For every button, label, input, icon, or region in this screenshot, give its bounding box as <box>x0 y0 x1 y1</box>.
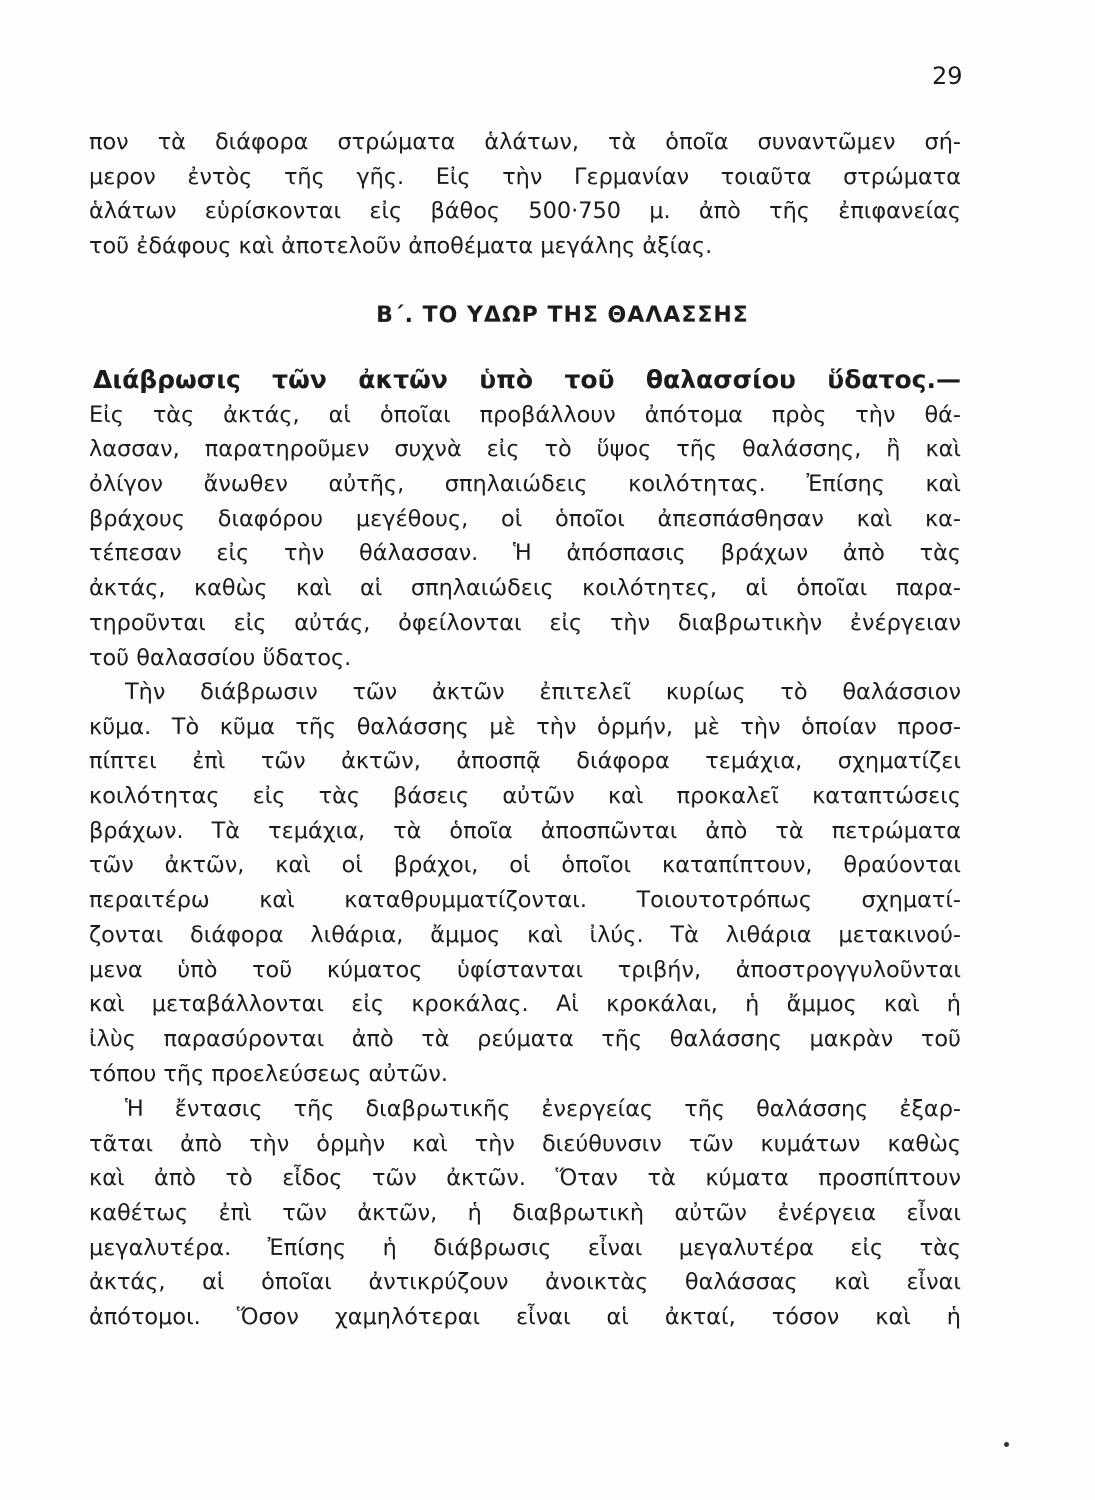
text-line: ὀλίγον ἄνωθεν αὐτῆς, σπηλαιώδεις κοιλότητας. Ἐπίσης καὶ <box>89 471 961 498</box>
text-line: περαιτέρω καὶ καταθρυμματίζονται. Τοιουτοτρόπως σχηματί- <box>89 887 961 914</box>
text-line: καὶ μεταβάλλονται εἰς κροκάλας. Αἱ κροκάλαι, ἡ ἄμμος καὶ ἡ <box>89 991 961 1018</box>
text-line: καθέτως ἐπὶ τῶν ἀκτῶν, ἡ διαβρωτικὴ αὐτῶν ἐνέργεια εἶναι <box>89 1200 961 1227</box>
paragraph-heading: Διάβρωσις τῶν ἀκτῶν ὑπὸ τοῦ θαλασσίου ὕδατος.— <box>93 365 961 394</box>
stray-dot <box>1004 1442 1009 1447</box>
paragraph-heading-line <box>89 363 961 398</box>
text-line: ἀπότομοι. Ὅσον χαμηλότεραι εἶναι αἱ ἀκταί, τόσον καὶ ἡ <box>89 1304 961 1331</box>
text-line: ἰλὺς παρασύρονται ἀπὸ τὰ ρεύματα τῆς θαλάσσης μακρὰν τοῦ <box>89 1025 961 1052</box>
text-line: τᾶται ἀπὸ τὴν ὁρμὴν καὶ τὴν διεύθυνσιν τῶν κυμάτων καθὼς <box>89 1130 961 1157</box>
text-line: λασσαν, παρατηροῦμεν συχνὰ εἰς τὸ ὕψος τῆς θαλάσσης, ἢ καὶ <box>89 436 961 463</box>
text-line: πίπτει ἐπὶ τῶν ἀκτῶν, ἀποσπᾷ διάφορα τεμάχια, σχηματίζει <box>89 748 961 775</box>
text-line: τοῦ ἐδάφους καὶ ἀποτελοῦν ἀποθέματα μεγάλης ἀξίας. <box>89 233 713 260</box>
text-line: πον τὰ διάφορα στρώματα ἁλάτων, τὰ ὁποῖα συναντῶμεν σή- <box>89 129 961 155</box>
text-line: Ἡ ἔντασις τῆς διαβρωτικῆς ἐνεργείας τῆς θαλάσσης ἐξαρ- <box>125 1096 961 1122</box>
paragraph-intensity <box>89 1092 961 1335</box>
text-line: βράχους διαφόρου μεγέθους, οἱ ὁποῖοι ἀπεσπάσθησαν καὶ κα- <box>89 505 961 532</box>
text-line: τόπου τῆς προελεύσεως αὐτῶν. <box>89 1060 449 1087</box>
text-line: καὶ ἀπὸ τὸ εἶδος τῶν ἀκτῶν. Ὅταν τὰ κύματα προσπίπτουν <box>89 1165 961 1192</box>
text-line: βράχων. Τὰ τεμάχια, τὰ ὁποῖα ἀποσπῶνται ἀπὸ τὰ πετρώματα <box>89 817 961 844</box>
text-line: ζονται διάφορα λιθάρια, ἄμμος καὶ ἰλύς. Τὰ λιθάρια μετακινού- <box>89 921 961 948</box>
text-line: τέπεσαν εἰς τὴν θάλασσαν. Ἡ ἀπόσπασις βράχων ἀπὸ τὰς <box>89 540 961 567</box>
text-line: τηροῦνται εἰς αὐτάς, ὀφείλονται εἰς τὴν διαβρωτικὴν ἐνέργειαν <box>89 609 961 636</box>
text-line: ἀκτάς, καθὼς καὶ αἱ σπηλαιώδεις κοιλότητες, αἱ ὁποῖαι παρα- <box>89 575 961 602</box>
section-heading: Β΄. ΤΟ ΥΔΩΡ ΤΗΣ ΘΑΛΑΣΣΗΣ <box>376 303 749 328</box>
intro-paragraph <box>89 125 961 264</box>
text-line: μεγαλυτέρα. Ἐπίσης ἡ διάβρωσις εἶναι μεγαλυτέρα εἰς τὰς <box>89 1234 961 1261</box>
text-line: Εἰς τὰς ἀκτάς, αἱ ὁποῖαι προβάλλουν ἀπότομα πρὸς τὴν θά- <box>89 401 961 428</box>
text-line: τοῦ θαλασσίου ὕδατος. <box>89 644 352 671</box>
text-line: μενα ὑπὸ τοῦ κύματος ὑφίστανται τριβήν, ἀποστρογγυλοῦνται <box>89 956 961 983</box>
text-line: κοιλότητας εἰς τὰς βάσεις αὐτῶν καὶ προκαλεῖ καταπτώσεις <box>89 783 961 810</box>
paragraph-erosion <box>89 363 961 675</box>
text-line: Τὴν διάβρωσιν τῶν ἀκτῶν ἐπιτελεῖ κυρίως τὸ θαλάσσιον <box>125 679 961 705</box>
text-line: ἀκτάς, αἱ ὁποῖαι ἀντικρύζουν ἀνοικτὰς θαλάσσας καὶ εἶναι <box>89 1269 961 1296</box>
text-line: τῶν ἀκτῶν, καὶ οἱ βράχοι, οἱ ὁποῖοι καταπίπτουν, θραύονται <box>89 852 961 879</box>
text-line: μερον ἐντὸς τῆς γῆς. Εἰς τὴν Γερμανίαν τοιαῦτα στρώματα <box>89 163 961 190</box>
paragraph-waves <box>89 675 961 1091</box>
page-number: 29 <box>932 62 963 90</box>
text-line: κῦμα. Τὸ κῦμα τῆς θαλάσσης μὲ τὴν ὁρμήν, μὲ τὴν ὁποίαν προσ- <box>89 713 961 740</box>
text-line: ἁλάτων εὑρίσκονται εἰς βάθος 500·750 μ. ἀπὸ τῆς ἐπιφανείας <box>89 198 961 225</box>
